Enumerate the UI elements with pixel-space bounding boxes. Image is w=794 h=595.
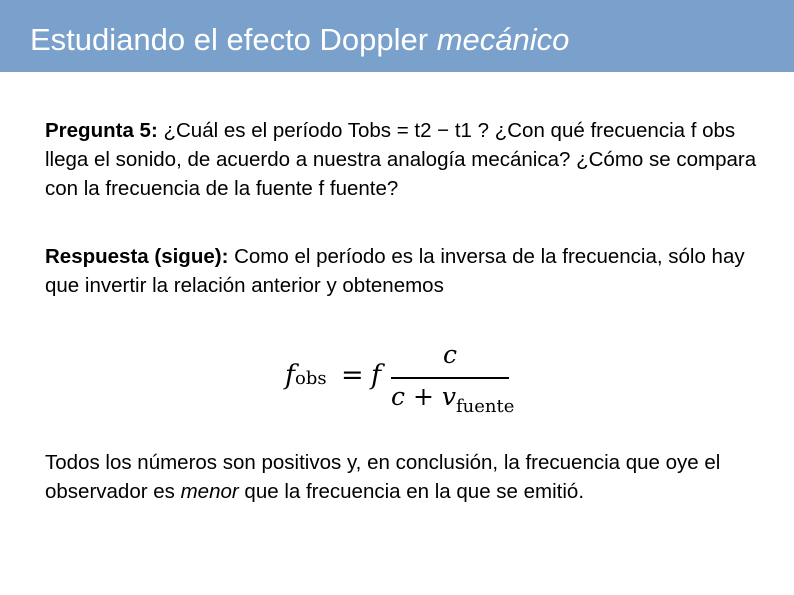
title-main: Estudiando el efecto Doppler — [30, 22, 437, 57]
formula-equals: = — [341, 360, 364, 391]
question-text: ¿Cuál es el período Tobs = t2 − t1 ? ¿Con qué frecuencia f obs llega el sonido, de acuerdo a nuestra analogía mecánica? ¿Cómo se compara con la frecuencia de la fuente f fuente? — [45, 119, 757, 200]
conclusion-before: Todos los números son positivos y, en conclusión, la frecuencia que oye el observador es — [45, 451, 721, 503]
formula-factor: f — [371, 360, 381, 391]
conclusion-after: que la frecuencia en la que se emitió. — [238, 480, 585, 503]
fraction-bar — [391, 377, 509, 379]
slide-title — [30, 22, 569, 58]
doppler-formula — [285, 340, 525, 420]
question-label: Pregunta 5: — [45, 119, 158, 142]
formula-numerator: c — [443, 340, 458, 369]
question-paragraph — [45, 116, 760, 203]
formula-lhs-subscript: obs — [295, 368, 327, 389]
answer-text: Como el período es la inversa de la frecuencia, sólo hay que invertir la relación anterior y obtenemos — [45, 245, 745, 297]
answer-paragraph — [45, 242, 760, 300]
formula-lhs — [285, 360, 327, 391]
formula-denominator-text: c + v — [391, 382, 456, 411]
title-emphasis: mecánico — [436, 22, 570, 57]
conclusion-emphasis: menor — [180, 480, 239, 503]
title-bar — [0, 0, 794, 72]
formula-lhs-symbol: f — [285, 360, 295, 391]
answer-label: Respuesta (sigue): — [45, 245, 229, 268]
formula-denominator — [391, 382, 515, 417]
formula-denominator-subscript: fuente — [455, 396, 515, 417]
conclusion-paragraph — [45, 448, 760, 506]
